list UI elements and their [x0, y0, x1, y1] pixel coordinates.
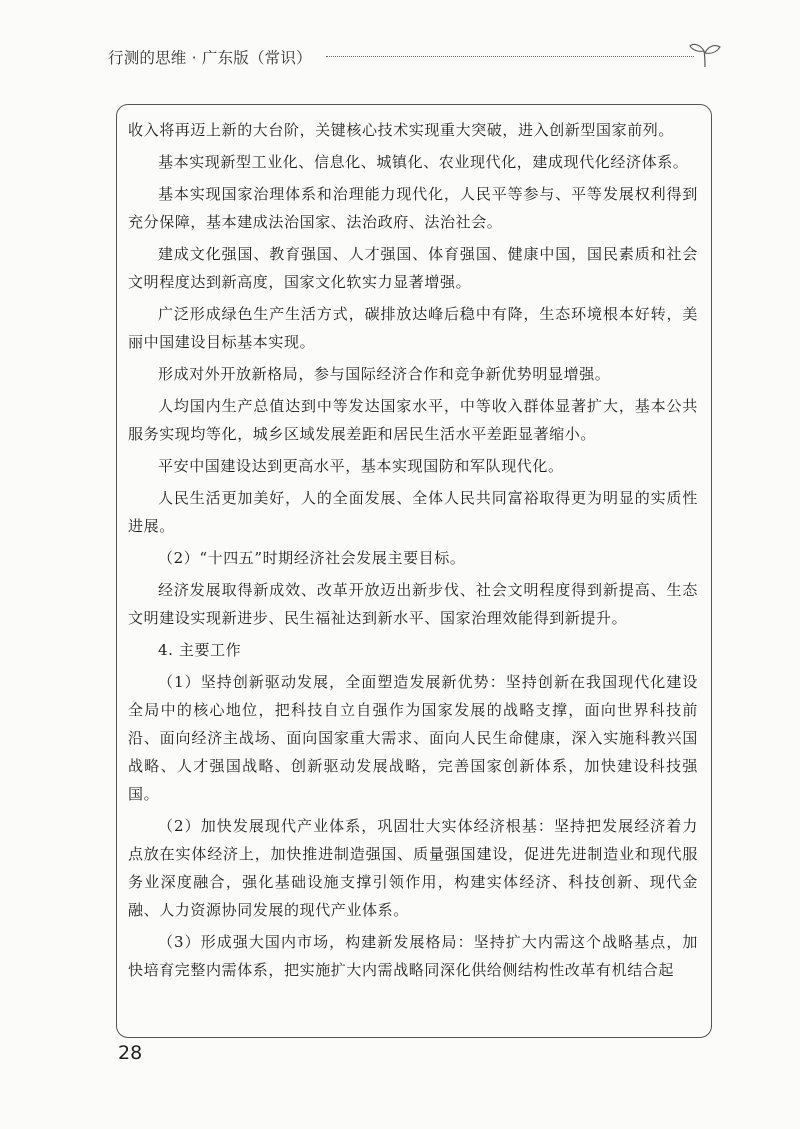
header-dotted-rule — [326, 56, 694, 57]
book-title: 行测的思维 · 广东版（常识） — [108, 49, 312, 67]
paragraph: （2）加快发展现代产业体系，巩固壮大实体经济根基：坚持把发展经济着力点放在实体经济上，加快推进制造强国、质量强国建设，促进先进制造业和现代服务业深度融合，强化基础设施支撑引领作用，构建实体经济、科技创新、现代金融、人力资源协同发展的现代产业体系。 — [128, 817, 698, 919]
section-heading: 4. 主要工作 — [158, 641, 242, 659]
body-text — [128, 116, 698, 988]
paragraph: 基本实现国家治理体系和治理能力现代化，人民平等参与、平等发展权利得到充分保障，基本建成法治国家、法治政府、法治社会。 — [128, 185, 698, 231]
paragraph: 建成文化强国、教育强国、人才强国、体育强国、健康中国，国民素质和社会文明程度达到新高度，国家文化软实力显著增强。 — [128, 245, 698, 291]
sprout-icon — [688, 40, 722, 68]
paragraph: 基本实现新型工业化、信息化、城镇化、农业现代化，建成现代化经济体系。 — [158, 153, 689, 171]
page-number: 28 — [118, 1042, 143, 1064]
subsection-heading: （2）“十四五”时期经济社会发展主要目标。 — [158, 549, 466, 567]
paragraph: （1）坚持创新驱动发展，全面塑造发展新优势：坚持创新在我国现代化建设全局中的核心地位，把科技自立自强作为国家发展的战略支撑，面向世界科技前沿、面向经济主战场、面向国家重大需求、面向人民生命健康，深入实施科教兴国战略、人才强国战略、创新驱动发展战略，完善国家创新体系，加快建设科技强国。 — [128, 673, 698, 803]
paragraph: 人民生活更加美好，人的全面发展、全体人民共同富裕取得更为明显的实质性进展。 — [128, 489, 698, 535]
paragraph: 形成对外开放新格局，参与国际经济合作和竞争新优势明显增强。 — [158, 365, 611, 383]
paragraph: 收入将再迈上新的大台阶，关键核心技术实现重大突破，进入创新型国家前列。 — [128, 121, 675, 139]
paragraph: 广泛形成绿色生产生活方式，碳排放达峰后稳中有降，生态环境根本好转，美丽中国建设目标基本实现。 — [128, 305, 698, 351]
paragraph: 人均国内生产总值达到中等发达国家水平，中等收入群体显著扩大，基本公共服务实现均等化，城乡区域发展差距和居民生活水平差距显著缩小。 — [128, 397, 698, 443]
paragraph: 平安中国建设达到更高水平，基本实现国防和军队现代化。 — [158, 457, 564, 475]
running-header — [108, 40, 708, 70]
paragraph: （3）形成强大国内市场，构建新发展格局：坚持扩大内需这个战略基点，加快培育完整内需体系，把实施扩大内需战略同深化供给侧结构性改革有机结合起 — [128, 933, 698, 979]
paragraph: 经济发展取得新成效、改革开放迈出新步伐、社会文明程度得到新提高、生态文明建设实现新进步、民生福祉达到新水平、国家治理效能得到新提升。 — [128, 581, 698, 627]
